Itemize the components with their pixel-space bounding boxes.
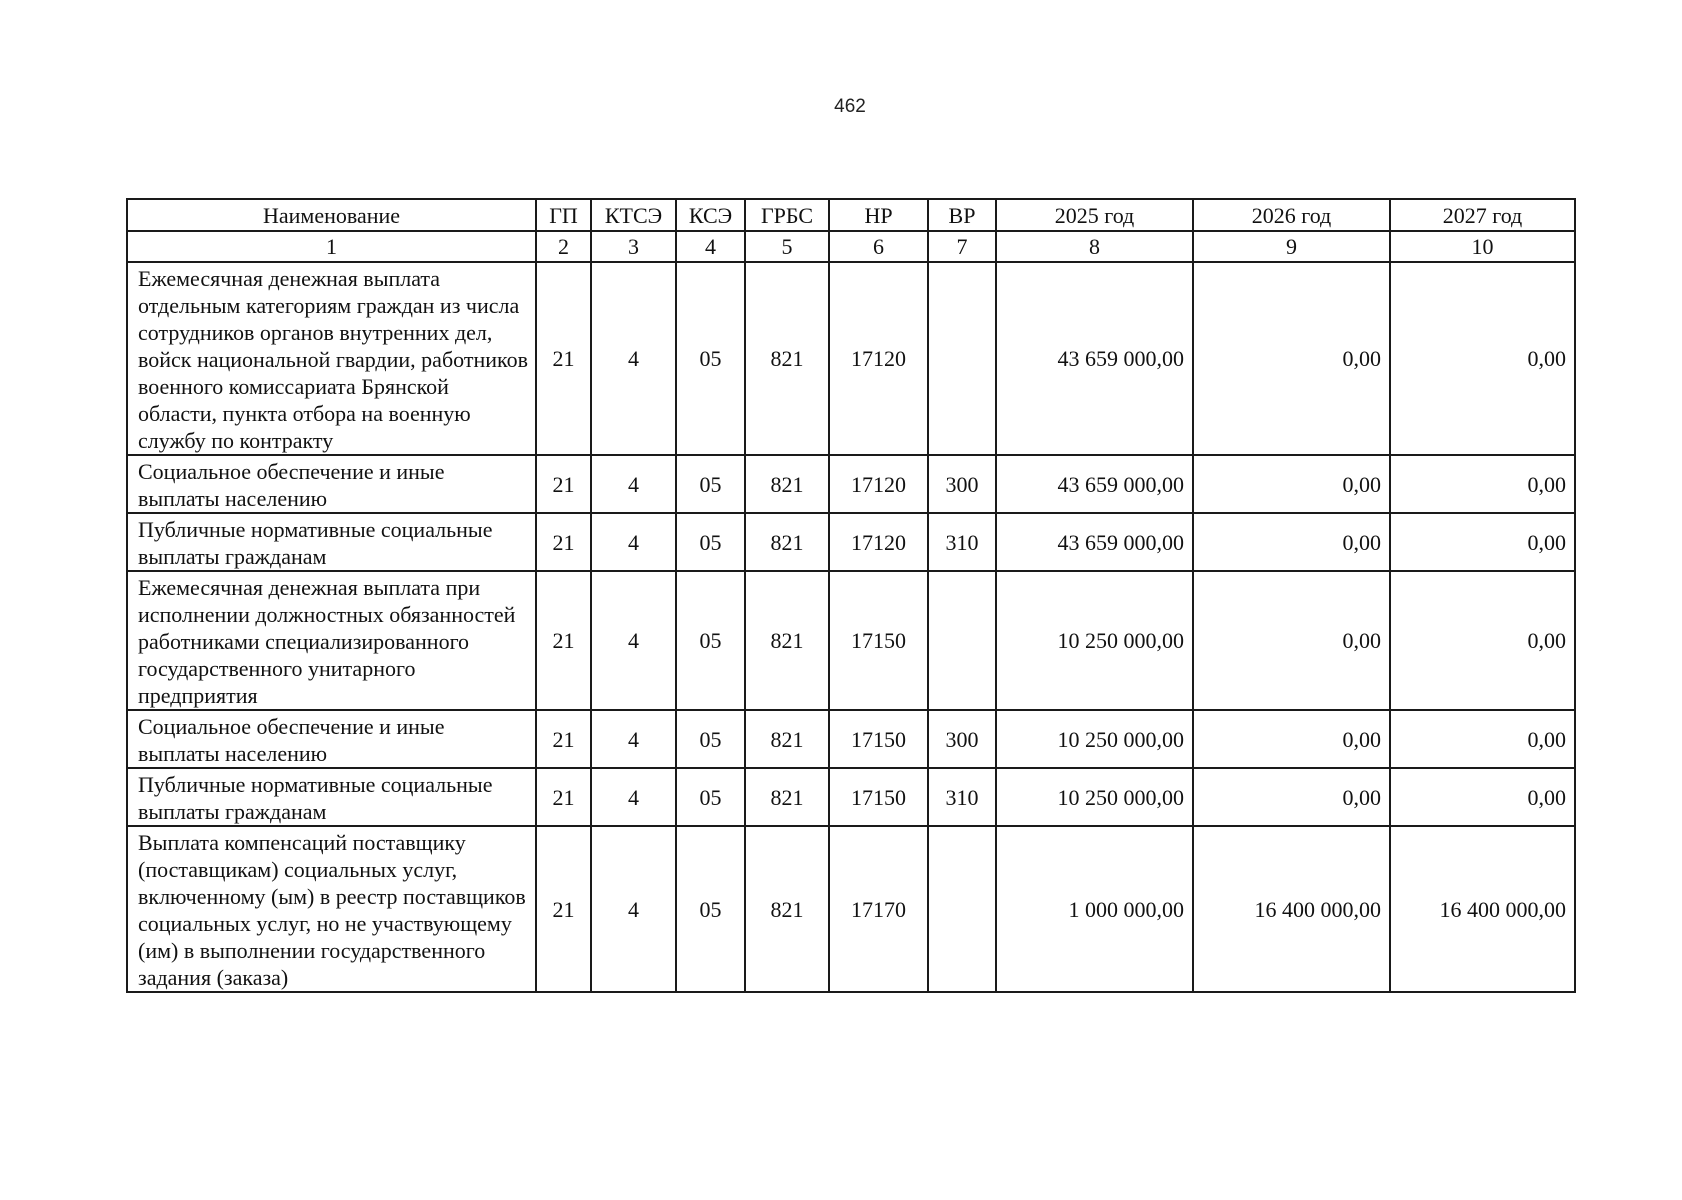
- row-ktse: 4: [591, 571, 676, 710]
- row-grbs: 821: [745, 710, 829, 768]
- table-row: [127, 826, 1575, 992]
- column-number-row: [127, 231, 1575, 262]
- row-vr: 310: [928, 768, 996, 826]
- row-grbs: 821: [745, 571, 829, 710]
- header-2026: 2026 год: [1193, 199, 1390, 231]
- row-nr: 17120: [829, 262, 928, 455]
- table-row: [127, 710, 1575, 768]
- column-number: 9: [1193, 231, 1390, 262]
- table-row: [127, 455, 1575, 513]
- table-row: [127, 262, 1575, 455]
- row-ktse: 4: [591, 262, 676, 455]
- table-body: [127, 262, 1575, 992]
- row-vr: [928, 571, 996, 710]
- page-number: 462: [834, 96, 866, 117]
- table-row: [127, 571, 1575, 710]
- row-nr: 17120: [829, 455, 928, 513]
- row-kse: 05: [676, 513, 745, 571]
- row-amount-2026: 0,00: [1193, 710, 1390, 768]
- row-amount-2026: 0,00: [1193, 768, 1390, 826]
- row-kse: 05: [676, 826, 745, 992]
- row-name: Социальное обеспечение и иные выплаты населению: [127, 710, 536, 768]
- row-vr: [928, 826, 996, 992]
- row-grbs: 821: [745, 262, 829, 455]
- row-amount-2026: 0,00: [1193, 262, 1390, 455]
- row-grbs: 821: [745, 826, 829, 992]
- row-vr: 310: [928, 513, 996, 571]
- row-gp: 21: [536, 710, 591, 768]
- row-gp: 21: [536, 513, 591, 571]
- row-amount-2027: 0,00: [1390, 262, 1575, 455]
- row-nr: 17120: [829, 513, 928, 571]
- row-vr: [928, 262, 996, 455]
- row-ktse: 4: [591, 768, 676, 826]
- row-amount-2027: 16 400 000,00: [1390, 826, 1575, 992]
- column-number: 2: [536, 231, 591, 262]
- row-amount-2027: 0,00: [1390, 455, 1575, 513]
- row-amount-2025: 10 250 000,00: [996, 710, 1193, 768]
- row-amount-2027: 0,00: [1390, 513, 1575, 571]
- row-gp: 21: [536, 768, 591, 826]
- row-nr: 17150: [829, 571, 928, 710]
- row-gp: 21: [536, 455, 591, 513]
- header-vr: ВР: [928, 199, 996, 231]
- row-name: Ежемесячная денежная выплата при исполнении должностных обязанностей работниками специализированного государственного унитарного предприятия: [127, 571, 536, 710]
- column-number: 5: [745, 231, 829, 262]
- header-nr: НР: [829, 199, 928, 231]
- row-amount-2025: 1 000 000,00: [996, 826, 1193, 992]
- row-amount-2025: 10 250 000,00: [996, 768, 1193, 826]
- row-gp: 21: [536, 826, 591, 992]
- table-header: [127, 199, 1575, 262]
- column-number: 3: [591, 231, 676, 262]
- header-name: Наименование: [127, 199, 536, 231]
- row-vr: 300: [928, 710, 996, 768]
- column-number: 8: [996, 231, 1193, 262]
- header-gp: ГП: [536, 199, 591, 231]
- row-nr: 17150: [829, 710, 928, 768]
- row-amount-2026: 0,00: [1193, 455, 1390, 513]
- column-number: 6: [829, 231, 928, 262]
- column-number: 4: [676, 231, 745, 262]
- row-amount-2025: 10 250 000,00: [996, 571, 1193, 710]
- row-amount-2027: 0,00: [1390, 710, 1575, 768]
- header-ktse: КТСЭ: [591, 199, 676, 231]
- row-amount-2025: 43 659 000,00: [996, 513, 1193, 571]
- row-grbs: 821: [745, 768, 829, 826]
- row-kse: 05: [676, 262, 745, 455]
- header-kse: КСЭ: [676, 199, 745, 231]
- row-grbs: 821: [745, 455, 829, 513]
- row-name: Выплата компенсаций поставщику (поставщикам) социальных услуг, включенному (ым) в реестр поставщиков социальных услуг, но не участвующему (им) в выполнении государственного задания (заказа): [127, 826, 536, 992]
- row-ktse: 4: [591, 826, 676, 992]
- row-ktse: 4: [591, 513, 676, 571]
- table-row: [127, 513, 1575, 571]
- column-number: 1: [127, 231, 536, 262]
- row-name: Публичные нормативные социальные выплаты гражданам: [127, 513, 536, 571]
- budget-table: [126, 198, 1576, 993]
- row-vr: 300: [928, 455, 996, 513]
- row-amount-2027: 0,00: [1390, 571, 1575, 710]
- row-name: Публичные нормативные социальные выплаты гражданам: [127, 768, 536, 826]
- row-amount-2026: 0,00: [1193, 571, 1390, 710]
- row-ktse: 4: [591, 710, 676, 768]
- row-ktse: 4: [591, 455, 676, 513]
- row-nr: 17170: [829, 826, 928, 992]
- header-2027: 2027 год: [1390, 199, 1575, 231]
- row-amount-2025: 43 659 000,00: [996, 262, 1193, 455]
- row-gp: 21: [536, 262, 591, 455]
- row-kse: 05: [676, 455, 745, 513]
- table-row: [127, 768, 1575, 826]
- header-2025: 2025 год: [996, 199, 1193, 231]
- row-amount-2027: 0,00: [1390, 768, 1575, 826]
- row-kse: 05: [676, 571, 745, 710]
- row-amount-2026: 16 400 000,00: [1193, 826, 1390, 992]
- row-amount-2025: 43 659 000,00: [996, 455, 1193, 513]
- row-grbs: 821: [745, 513, 829, 571]
- row-name: Социальное обеспечение и иные выплаты населению: [127, 455, 536, 513]
- row-gp: 21: [536, 571, 591, 710]
- row-nr: 17150: [829, 768, 928, 826]
- header-grbs: ГРБС: [745, 199, 829, 231]
- row-name: Ежемесячная денежная выплата отдельным категориям граждан из числа сотрудников органов внутренних дел, войск национальной гвардии, работников военного комиссариата Брянской области, пункта отбора на военную службу по контракту: [127, 262, 536, 455]
- row-kse: 05: [676, 710, 745, 768]
- header-row: [127, 199, 1575, 231]
- row-amount-2026: 0,00: [1193, 513, 1390, 571]
- column-number: 10: [1390, 231, 1575, 262]
- row-kse: 05: [676, 768, 745, 826]
- column-number: 7: [928, 231, 996, 262]
